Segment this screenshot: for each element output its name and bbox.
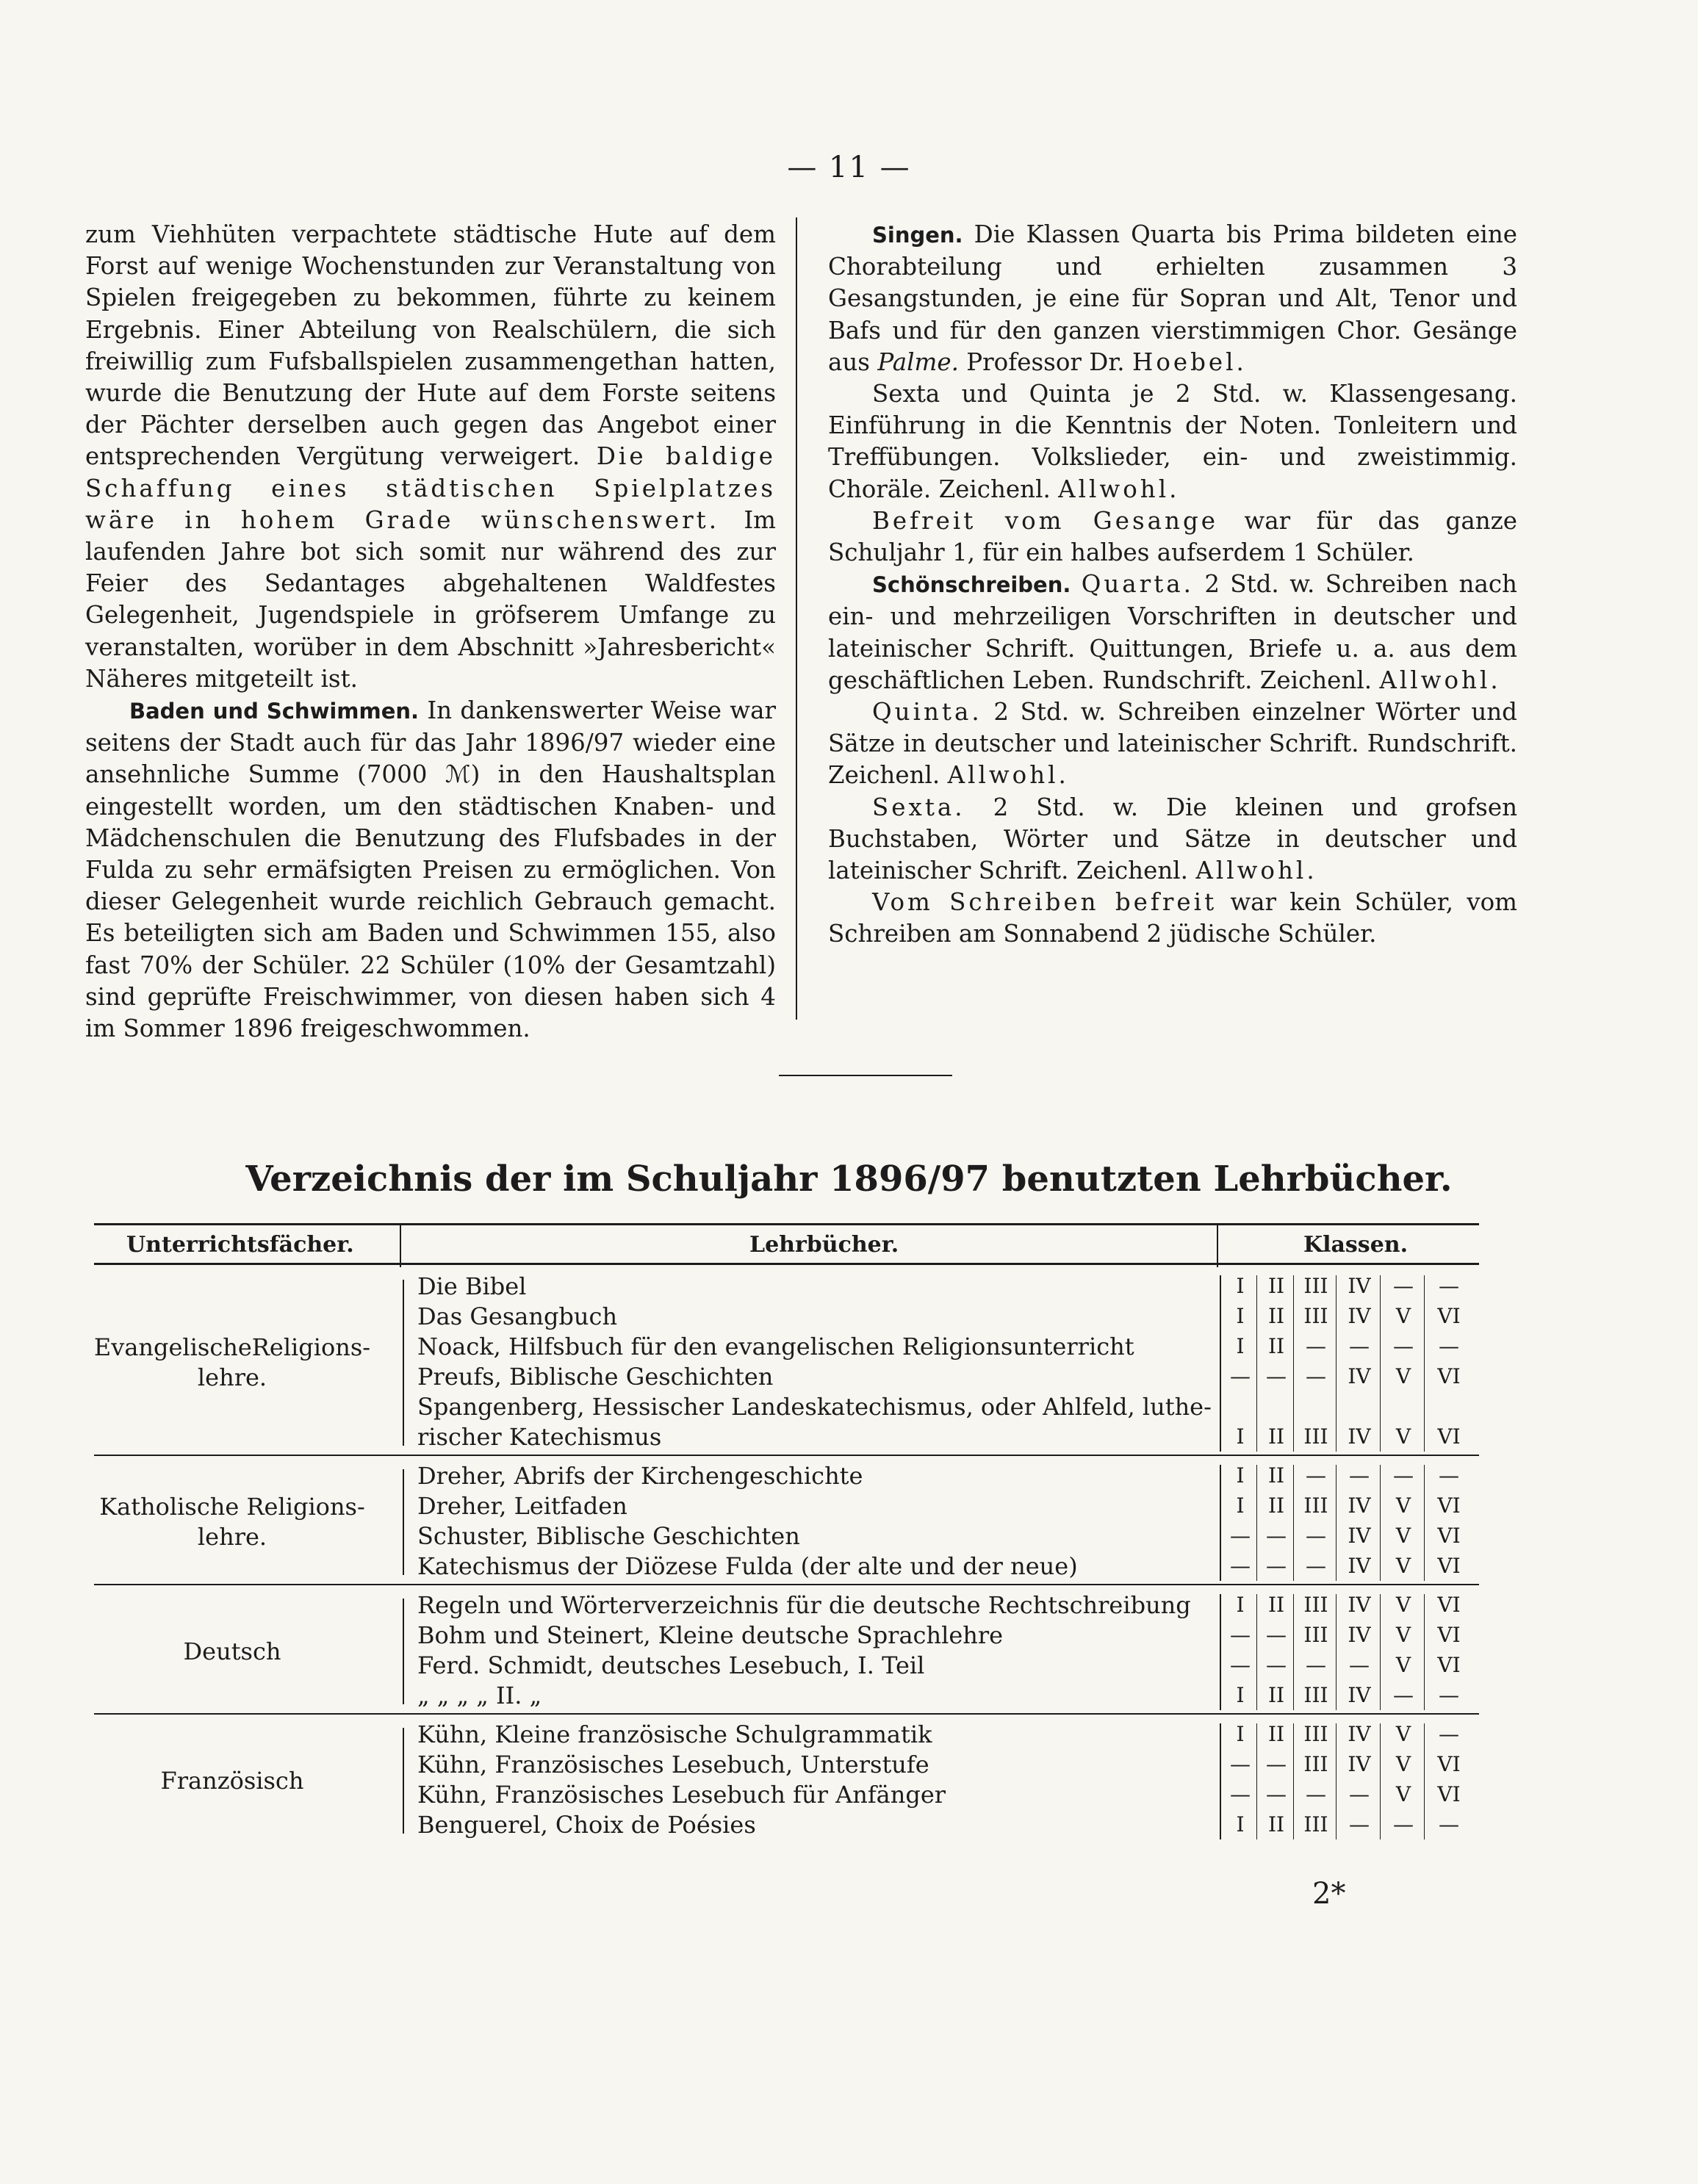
class-cell: IV <box>1348 1722 1371 1746</box>
class-cell: — <box>1306 1653 1326 1677</box>
class-cell: — <box>1439 1463 1459 1488</box>
class-column-rule <box>1220 1594 1221 1710</box>
class-cell: — <box>1393 1334 1414 1358</box>
brace-line <box>403 1599 404 1704</box>
class-cell: I <box>1236 1493 1245 1518</box>
class-cell: IV <box>1348 1623 1371 1647</box>
textbook-title: Ferd. Schmidt, deutsches Lesebuch, I. Teil <box>417 1651 925 1679</box>
class-cell: — <box>1349 1463 1370 1488</box>
class-cell: IV <box>1348 1683 1371 1707</box>
class-cell: II <box>1267 1304 1285 1328</box>
header-top-rule <box>94 1223 1479 1225</box>
class-cell: II <box>1267 1493 1285 1518</box>
class-column-rule <box>1380 1465 1381 1581</box>
column-divider <box>796 217 797 1020</box>
textbook-title: Kühn, Kleine französische Schulgrammatik <box>417 1720 932 1748</box>
class-cell: — <box>1306 1554 1326 1578</box>
class-cell: — <box>1266 1554 1287 1578</box>
class-cell: IV <box>1348 1424 1371 1449</box>
header-subjects: Unterrichtsfächer. <box>126 1232 354 1258</box>
class-cell: I <box>1236 1683 1245 1707</box>
class-cell: V <box>1395 1424 1411 1449</box>
textbook-title: Die Bibel <box>417 1272 527 1300</box>
class-cell: — <box>1230 1524 1251 1548</box>
textbook-title: Benguerel, Choix de Poésies <box>417 1811 756 1839</box>
class-cell: — <box>1266 1364 1287 1388</box>
class-cell: — <box>1439 1334 1459 1358</box>
class-column-rule <box>1220 1723 1221 1839</box>
class-cell: — <box>1393 1463 1414 1488</box>
class-column-rule <box>1336 1594 1337 1710</box>
header-bottom-rule <box>94 1263 1479 1265</box>
class-cell: V <box>1395 1554 1411 1578</box>
class-cell: — <box>1266 1623 1287 1647</box>
class-cell: — <box>1230 1752 1251 1776</box>
paragraph-spiele: zum Viehhüten verpachtete städtische Hute auf dem Forst auf wenige Wochenstunden zur Veranstaltung von Spielen freigegeben zu bekommen, führte zu keinem Ergebnis. Einer Abteilung von Realschülern, die sich freiwillig zum Fufsballspielen zusammengethan hatten, wurde die Benutzung der Hute auf dem Forste seitens der Pächter derselben auch gegen das Angebot einer entsprechenden Vergütung verweigert. Die baldige Schaffung eines städtischen Spielplatzes wäre in hohem Grade wünschenswert. Im laufenden Jahre bot sich somit nur während des zur Feier des Sedantages abgehaltenen Waldfestes Gelegenheit, Jugendspiele in gröfserem Umfange zu veranstalten, worüber in dem Abschnitt »Jahresbericht« Näheres mitgeteilt ist. <box>85 220 776 693</box>
class-cell: III <box>1303 1812 1328 1837</box>
class-cell: I <box>1236 1304 1245 1328</box>
class-column-rule <box>1293 1275 1294 1452</box>
class-cell: II <box>1267 1683 1285 1707</box>
class-column-rule <box>1256 1465 1257 1581</box>
class-cell: VI <box>1437 1653 1461 1677</box>
class-cell: — <box>1230 1554 1251 1578</box>
class-cell: VI <box>1437 1752 1461 1776</box>
class-cell: V <box>1395 1493 1411 1518</box>
class-cell: IV <box>1348 1493 1371 1518</box>
class-cell: V <box>1395 1722 1411 1746</box>
class-column-rule <box>1256 1723 1257 1839</box>
class-column-rule <box>1380 1723 1381 1839</box>
subject-label: EvangelischeReligions-lehre. <box>93 1333 371 1391</box>
textbook-title: Katechismus der Diözese Fulda (der alte und der neue) <box>417 1552 1078 1580</box>
class-cell: — <box>1306 1524 1326 1548</box>
class-cell: II <box>1267 1274 1285 1298</box>
class-cell: V <box>1395 1623 1411 1647</box>
class-cell: — <box>1349 1653 1370 1677</box>
header-divider <box>400 1223 401 1267</box>
class-cell: III <box>1303 1722 1328 1746</box>
brace-line <box>403 1728 404 1834</box>
textbook-title: Dreher, Abrifs der Kirchengeschichte <box>417 1462 863 1490</box>
class-column-rule <box>1424 1465 1425 1581</box>
paragraph-quinta: Quinta. 2 Std. w. Schreiben einzelner Wörter und Sätze in deutscher und lateinischer Schrift. Rundschrift. Zeichenl. Allwohl. <box>828 698 1517 790</box>
class-cell: — <box>1306 1364 1326 1388</box>
class-cell: — <box>1439 1683 1459 1707</box>
class-cell: V <box>1395 1364 1411 1388</box>
textbook-title: Kühn, Französisches Lesebuch für Anfänger <box>417 1781 946 1809</box>
class-cell: — <box>1439 1722 1459 1746</box>
class-cell: I <box>1236 1424 1245 1449</box>
class-cell: — <box>1306 1782 1326 1806</box>
class-cell: IV <box>1348 1554 1371 1578</box>
class-cell: — <box>1439 1274 1459 1298</box>
class-cell: V <box>1395 1593 1411 1617</box>
class-cell: IV <box>1348 1274 1371 1298</box>
signature-mark: 2* <box>1312 1877 1346 1911</box>
class-cell: VI <box>1437 1593 1461 1617</box>
group-rule <box>94 1713 1479 1715</box>
class-cell: VI <box>1437 1424 1461 1449</box>
class-cell: — <box>1393 1274 1414 1298</box>
class-cell: VI <box>1437 1304 1461 1328</box>
page-number: — 11 — <box>787 151 911 184</box>
class-cell: — <box>1266 1653 1287 1677</box>
paragraph-vom-schreiben: Vom Schreiben befreit war kein Schüler, vom Schreiben am Sonnabend 2 jüdische Schüler. <box>828 888 1517 948</box>
textbook-title: Dreher, Leitfaden <box>417 1492 627 1520</box>
class-cell: II <box>1267 1463 1285 1488</box>
class-cell: — <box>1393 1812 1414 1837</box>
textbook-title: Kühn, Französisches Lesebuch, Unterstufe <box>417 1751 929 1778</box>
class-cell: V <box>1395 1524 1411 1548</box>
right-column <box>828 219 1517 951</box>
section-divider <box>779 1075 952 1076</box>
class-cell: I <box>1236 1463 1245 1488</box>
class-cell: IV <box>1348 1364 1371 1388</box>
class-cell: IV <box>1348 1524 1371 1548</box>
class-cell: — <box>1439 1812 1459 1837</box>
class-cell: — <box>1349 1334 1370 1358</box>
textbook-title: Spangenberg, Hessischer Landeskatechismus, oder Ahlfeld, luthe- <box>417 1393 1212 1421</box>
class-cell: — <box>1230 1782 1251 1806</box>
paragraph-schoenschreiben: Schönschreiben. Quarta. 2 Std. w. Schreiben nach ein- und mehrzeiligen Vorschriften in deutscher und lateinischer Schrift. Quittungen, Briefe u. a. aus dem geschäftlichen Leben. Rundschrift. Zeichenl. Allwohl. <box>828 570 1517 694</box>
group-rule <box>94 1584 1479 1585</box>
class-cell: II <box>1267 1593 1285 1617</box>
group-rule <box>94 1455 1479 1456</box>
class-cell: IV <box>1348 1593 1371 1617</box>
class-column-rule <box>1293 1465 1294 1581</box>
class-cell: III <box>1303 1274 1328 1298</box>
paragraph-sexta: Sexta. 2 Std. w. Die kleinen und grofsen Buchstaben, Wörter und Sätze in deutscher und lateinischer Schrift. Zeichenl. Allwohl. <box>828 793 1518 885</box>
class-cell: III <box>1303 1493 1328 1518</box>
class-cell: VI <box>1437 1524 1461 1548</box>
class-cell: — <box>1393 1683 1414 1707</box>
class-cell: VI <box>1437 1782 1461 1806</box>
textbook-title: rischer Katechismus <box>417 1423 662 1451</box>
textbook-title: Noack, Hilfsbuch für den evangelischen Religionsunterricht <box>417 1333 1134 1361</box>
class-cell: III <box>1303 1752 1328 1776</box>
header-divider <box>1217 1223 1218 1267</box>
class-column-rule <box>1380 1275 1381 1452</box>
textbook-title: Das Gesangbuch <box>417 1302 618 1330</box>
class-cell: IV <box>1348 1752 1371 1776</box>
class-column-rule <box>1256 1275 1257 1452</box>
class-column-rule <box>1336 1275 1337 1452</box>
class-column-rule <box>1380 1594 1381 1710</box>
subject-label: Französisch <box>160 1766 304 1795</box>
class-cell: II <box>1267 1334 1285 1358</box>
brace-line <box>403 1280 404 1446</box>
class-cell: I <box>1236 1274 1245 1298</box>
class-column-rule <box>1256 1594 1257 1710</box>
class-cell: — <box>1349 1782 1370 1806</box>
class-cell: — <box>1230 1364 1251 1388</box>
class-cell: — <box>1306 1463 1326 1488</box>
class-cell: II <box>1267 1424 1285 1449</box>
class-cell: — <box>1230 1653 1251 1677</box>
table-title: Verzeichnis der im Schuljahr 1896/97 benutzten Lehrbücher. <box>245 1158 1453 1200</box>
class-cell: I <box>1236 1812 1245 1837</box>
class-column-rule <box>1293 1594 1294 1710</box>
class-cell: VI <box>1437 1493 1461 1518</box>
class-cell: V <box>1395 1304 1411 1328</box>
class-column-rule <box>1293 1723 1294 1839</box>
header-classes: Klassen. <box>1303 1232 1409 1258</box>
class-cell: II <box>1267 1812 1285 1837</box>
class-column-rule <box>1336 1723 1337 1839</box>
class-cell: — <box>1230 1623 1251 1647</box>
class-column-rule <box>1220 1275 1221 1452</box>
class-cell: I <box>1236 1593 1245 1617</box>
class-cell: I <box>1236 1722 1245 1746</box>
class-cell: VI <box>1437 1364 1461 1388</box>
class-cell: — <box>1266 1752 1287 1776</box>
paragraph-sexta-quinta: Sexta und Quinta je 2 Std. w. Klassengesang. Einführung in die Kenntnis der Noten. Tonleitern und Treffübungen. Volkslieder, ein- und zweistimmig. Choräle. Zeichenl. Allwohl. <box>828 380 1517 503</box>
paragraph-singen: Singen. Die Klassen Quarta bis Prima bildeten eine Chorabteilung und erhielten zusammen 3 Gesangstunden, je eine für Sopran und Alt, Tenor und Bafs und für den ganzen vierstimmigen Chor. Gesänge aus Palme. Professor Dr. Hoebel. <box>828 220 1517 376</box>
class-cell: II <box>1267 1722 1285 1746</box>
paragraph-befreit: Befreit vom Gesange war für das ganze Schuljahr 1, für ein halbes aufserdem 1 Schüler. <box>828 506 1518 567</box>
class-cell: V <box>1395 1752 1411 1776</box>
textbook-title: „ „ „ „ II. „ <box>417 1682 542 1709</box>
class-cell: — <box>1306 1334 1326 1358</box>
textbook-title: Bohm und Steinert, Kleine deutsche Sprachlehre <box>417 1621 1004 1649</box>
class-cell: III <box>1303 1424 1328 1449</box>
textbook-title: Regeln und Wörterverzeichnis für die deutsche Rechtschreibung <box>417 1591 1191 1619</box>
brace-line <box>403 1469 404 1575</box>
textbook-title: Schuster, Biblische Geschichten <box>417 1522 800 1550</box>
subject-label: Deutsch <box>183 1637 281 1665</box>
subject-label: Katholische Religions-lehre. <box>99 1493 365 1551</box>
class-column-rule <box>1336 1465 1337 1581</box>
class-cell: VI <box>1437 1623 1461 1647</box>
class-cell: — <box>1266 1524 1287 1548</box>
left-column <box>85 219 776 1045</box>
class-cell: V <box>1395 1782 1411 1806</box>
class-column-rule <box>1424 1275 1425 1452</box>
class-column-rule <box>1220 1465 1221 1581</box>
class-cell: I <box>1236 1334 1245 1358</box>
header-books: Lehrbücher. <box>749 1232 899 1258</box>
paragraph-baden: Baden und Schwimmen. In dankenswerter Weise war seitens der Stadt auch für das Jahr 1896/97 wieder eine ansehnliche Summe (7000 ℳ) in den Haushaltsplan eingestellt worden, um den städtischen Knaben- und Mädchenschulen die Benutzung des Flufsbades in der Fulda zu sehr ermäfsigten Preisen zu ermöglichen. Von dieser Gelegenheit wurde reichlich Gebrauch gemacht. Es beteiligten sich am Baden und Schwimmen 155, also fast 70% der Schüler. 22 Schüler (10% der Gesamtzahl) sind geprüfte Freischwimmer, von diesen haben sich 4 im Sommer 1896 freigeschwommen. <box>85 696 776 1043</box>
class-cell: III <box>1303 1623 1328 1647</box>
class-column-rule <box>1424 1723 1425 1839</box>
class-cell: VI <box>1437 1554 1461 1578</box>
class-cell: III <box>1303 1593 1328 1617</box>
class-cell: III <box>1303 1683 1328 1707</box>
class-cell: — <box>1349 1812 1370 1837</box>
class-cell: — <box>1266 1782 1287 1806</box>
class-cell: V <box>1395 1653 1411 1677</box>
class-cell: IV <box>1348 1304 1371 1328</box>
textbook-title: Preufs, Biblische Geschichten <box>417 1363 774 1391</box>
class-cell: III <box>1303 1304 1328 1328</box>
class-column-rule <box>1424 1594 1425 1710</box>
